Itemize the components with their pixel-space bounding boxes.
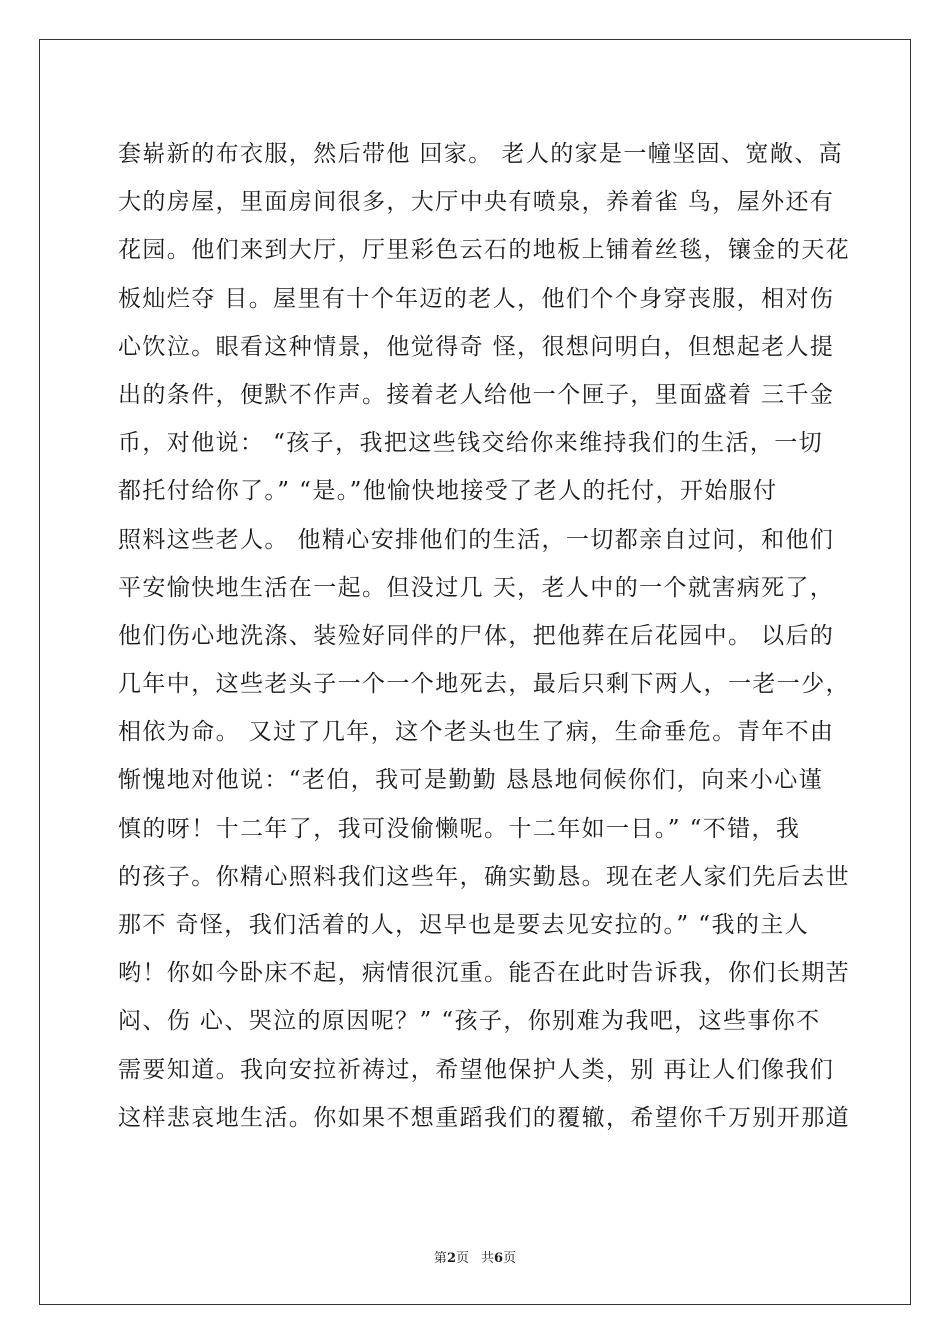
total-prefix: 共 bbox=[481, 1251, 495, 1266]
total-pages: 6 bbox=[494, 1251, 504, 1266]
body-text bbox=[118, 130, 850, 1142]
page-suffix: 页 bbox=[455, 1251, 469, 1266]
text-line: 币，对他说： “孩子，我把这些钱交给你来维持我们的生活，一切 bbox=[118, 430, 824, 457]
text-line: 哟！你如今卧床不起，病情很沉重。能否在此时告诉我，你们长期苦 bbox=[118, 960, 850, 987]
page-prefix: 第 bbox=[433, 1251, 447, 1266]
text-line: 照料这些老人。 他精心安排他们的生活，一切都亲自过问，和他们 bbox=[118, 526, 835, 553]
total-pages-label bbox=[481, 1251, 516, 1266]
text-line: 板灿烂夺 目。屋里有十个年迈的老人，他们个个身穿丧服，相对伤 bbox=[118, 285, 835, 312]
text-line: 惭愧地对他说：“老伯，我可是勤勤 恳恳地伺候你们，向来小心谨 bbox=[118, 767, 824, 794]
text-line: 需要知道。我向安拉祈祷过，希望他保护人类，别 再让人们像我们 bbox=[118, 1056, 835, 1083]
text-line: 套崭新的布衣服，然后带他 回家。 老人的家是一幢坚固、宽敞、高 bbox=[118, 141, 844, 167]
page-number: 2 bbox=[446, 1251, 456, 1266]
text-line: 都托付给你了。” “是。”他愉快地接受了老人的托付，开始服付 bbox=[118, 478, 778, 505]
text-line: 花园。他们来到大厅，厅里彩色云石的地板上铺着丝毯，镶金的天花 bbox=[118, 237, 850, 264]
text-line: 平安愉快地生活在一起。但没过几 天，老人中的一个就害病死了， bbox=[118, 574, 835, 601]
text-line: 大的房屋，里面房间很多，大厅中央有喷泉，养着雀 鸟，屋外还有 bbox=[118, 189, 835, 216]
page-number-label bbox=[434, 1251, 469, 1266]
text-line: 闷、伤 心、哭泣的原因呢？” “孩子，你别难为我吧，这些事你不 bbox=[118, 1008, 821, 1035]
text-line: 那不 奇怪，我们活着的人，迟早也是要去见安拉的。” “我的主人 bbox=[118, 912, 810, 938]
text-line: 的孩子。你精心照料我们这些年，确实勤恳。现在老人家们先后去世 bbox=[118, 863, 850, 890]
text-line: 他们伤心地洗涤、装殓好同伴的尸体，把他葬在后花园中。 以后的 bbox=[118, 622, 835, 649]
text-line: 这样悲哀地生活。你如果不想重蹈我们的覆辙，希望你千万别开那道 bbox=[118, 1104, 850, 1131]
text-line: 心饮泣。眼看这种情景，他觉得奇 怪，很想问明白，但想起老人提 bbox=[118, 333, 835, 360]
page-footer bbox=[0, 1247, 950, 1266]
text-line: 慎的呀！十二年了，我可没偷懒呢。十二年如一日。” “不错，我 bbox=[118, 815, 801, 842]
text-line: 出的条件，便默不作声。接着老人给他一个匣子，里面盛着 三千金 bbox=[118, 381, 835, 408]
text-line: 相依为命。 又过了几年，这个老头也生了病，生命垂危。青年不由 bbox=[118, 719, 835, 746]
text-line: 几年中，这些老头子一个一个地死去，最后只剩下两人，一老一少， bbox=[118, 671, 850, 698]
total-suffix: 页 bbox=[503, 1251, 517, 1266]
